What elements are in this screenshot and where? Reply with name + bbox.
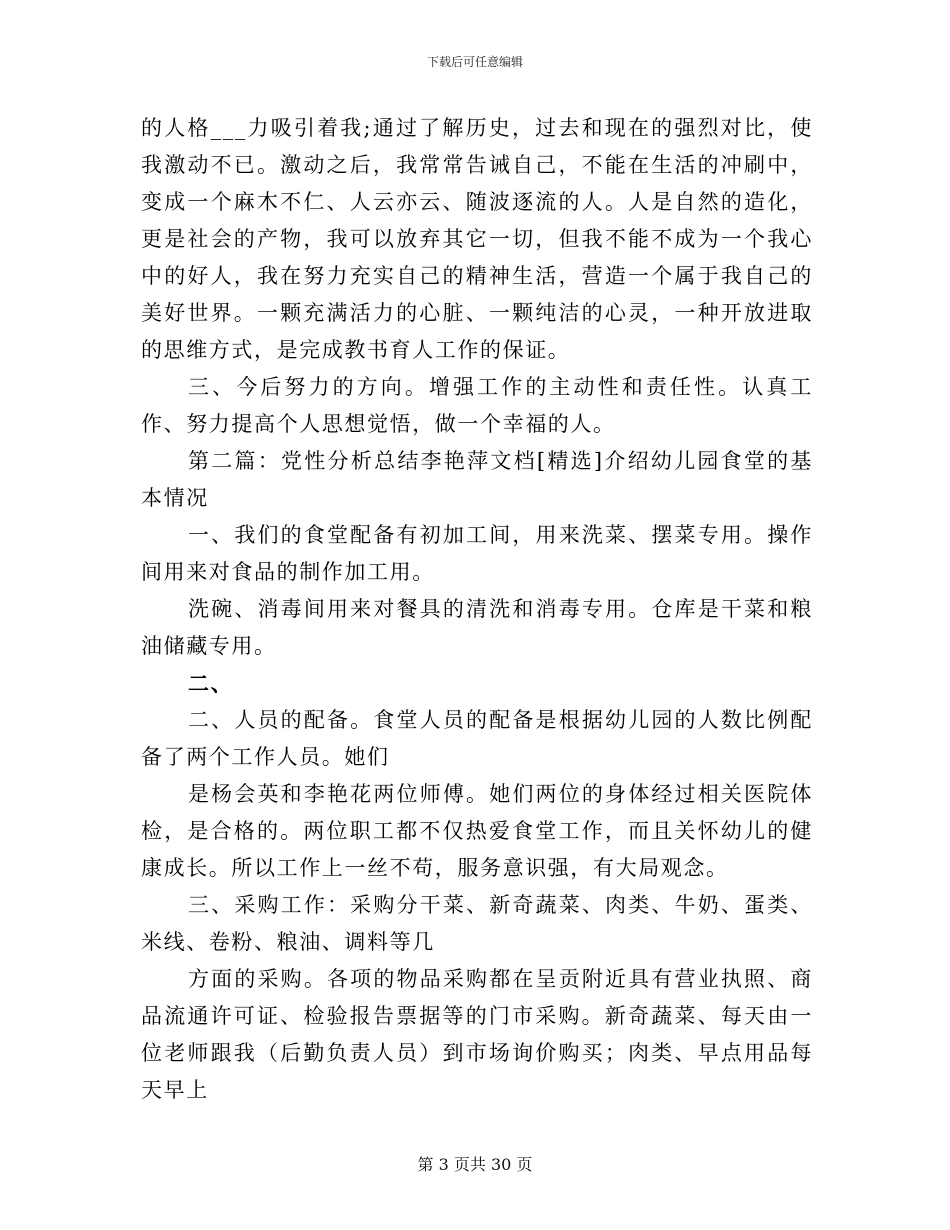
paragraph-procurement-details: 方面的采购。各项的物品采购都在呈贡附近具有营业执照、商品流通许可证、检验报告票据等的门市采购。新奇蔬菜、每天由一位老师跟我（后勤负责人员）到市场询价购买；肉类、早点用品每天早上 [141,967,813,1102]
paragraph-continuation: 的人格___力吸引着我;通过了解历史，过去和现在的强烈对比，使我激动不已。激动之后，我常常告诫自己，不能在生活的冲刷中，变成一个麻木不仁、人云亦云、随波逐流的人。人是自然的造化，更是社会的产物，我可以放弃其它一切，但我不能不成为一个我心中的好人，我在努力充实自己的精神生活，营造一个属于我自己的美好世界。一颗充满活力的心脏、一颗纯洁的心灵，一种开放进取的思维方式，是完成教书育人工作的保证。 [141,116,813,362]
paragraph-kitchen-facilities: 一、我们的食堂配备有初加工间，用来洗菜、摆菜专用。操作间用来对食品的制作加工用。 [141,523,813,584]
document-body [141,110,813,1109]
paragraph-procurement: 三、采购工作：采购分干菜、新奇蔬菜、肉类、牛奶、蛋类、米线、卷粉、粮油、调料等几 [141,893,813,954]
paragraph-section-title: 第二篇：党性分析总结李艳萍文档[精选]介绍幼儿园食堂的基本情况 [141,449,813,510]
page-footer: 第 3 页共 30 页 [417,1155,533,1174]
paragraph-staff-details: 是杨会英和李艳花两位师傅。她们两位的身体经过相关医院体检，是合格的。两位职工都不仅热爱食堂工作，而且关怀幼儿的健康成长。所以工作上一丝不苟，服务意识强，有大局观念。 [141,782,813,880]
page-header: 下载后可任意编辑 [426,55,523,69]
paragraph-future-direction: 三、今后努力的方向。增强工作的主动性和责任性。认真工作、努力提高个人思想觉悟，做一个幸福的人。 [141,375,813,436]
paragraph-heading-two: 二、 [188,671,234,696]
paragraph-staffing: 二、人员的配备。食堂人员的配备是根据幼儿园的人数比例配备了两个工作人员。她们 [141,708,813,769]
paragraph-dishwashing-storage: 洗碗、消毒间用来对餐具的清洗和消毒专用。仓库是干菜和粮油储藏专用。 [141,597,813,658]
